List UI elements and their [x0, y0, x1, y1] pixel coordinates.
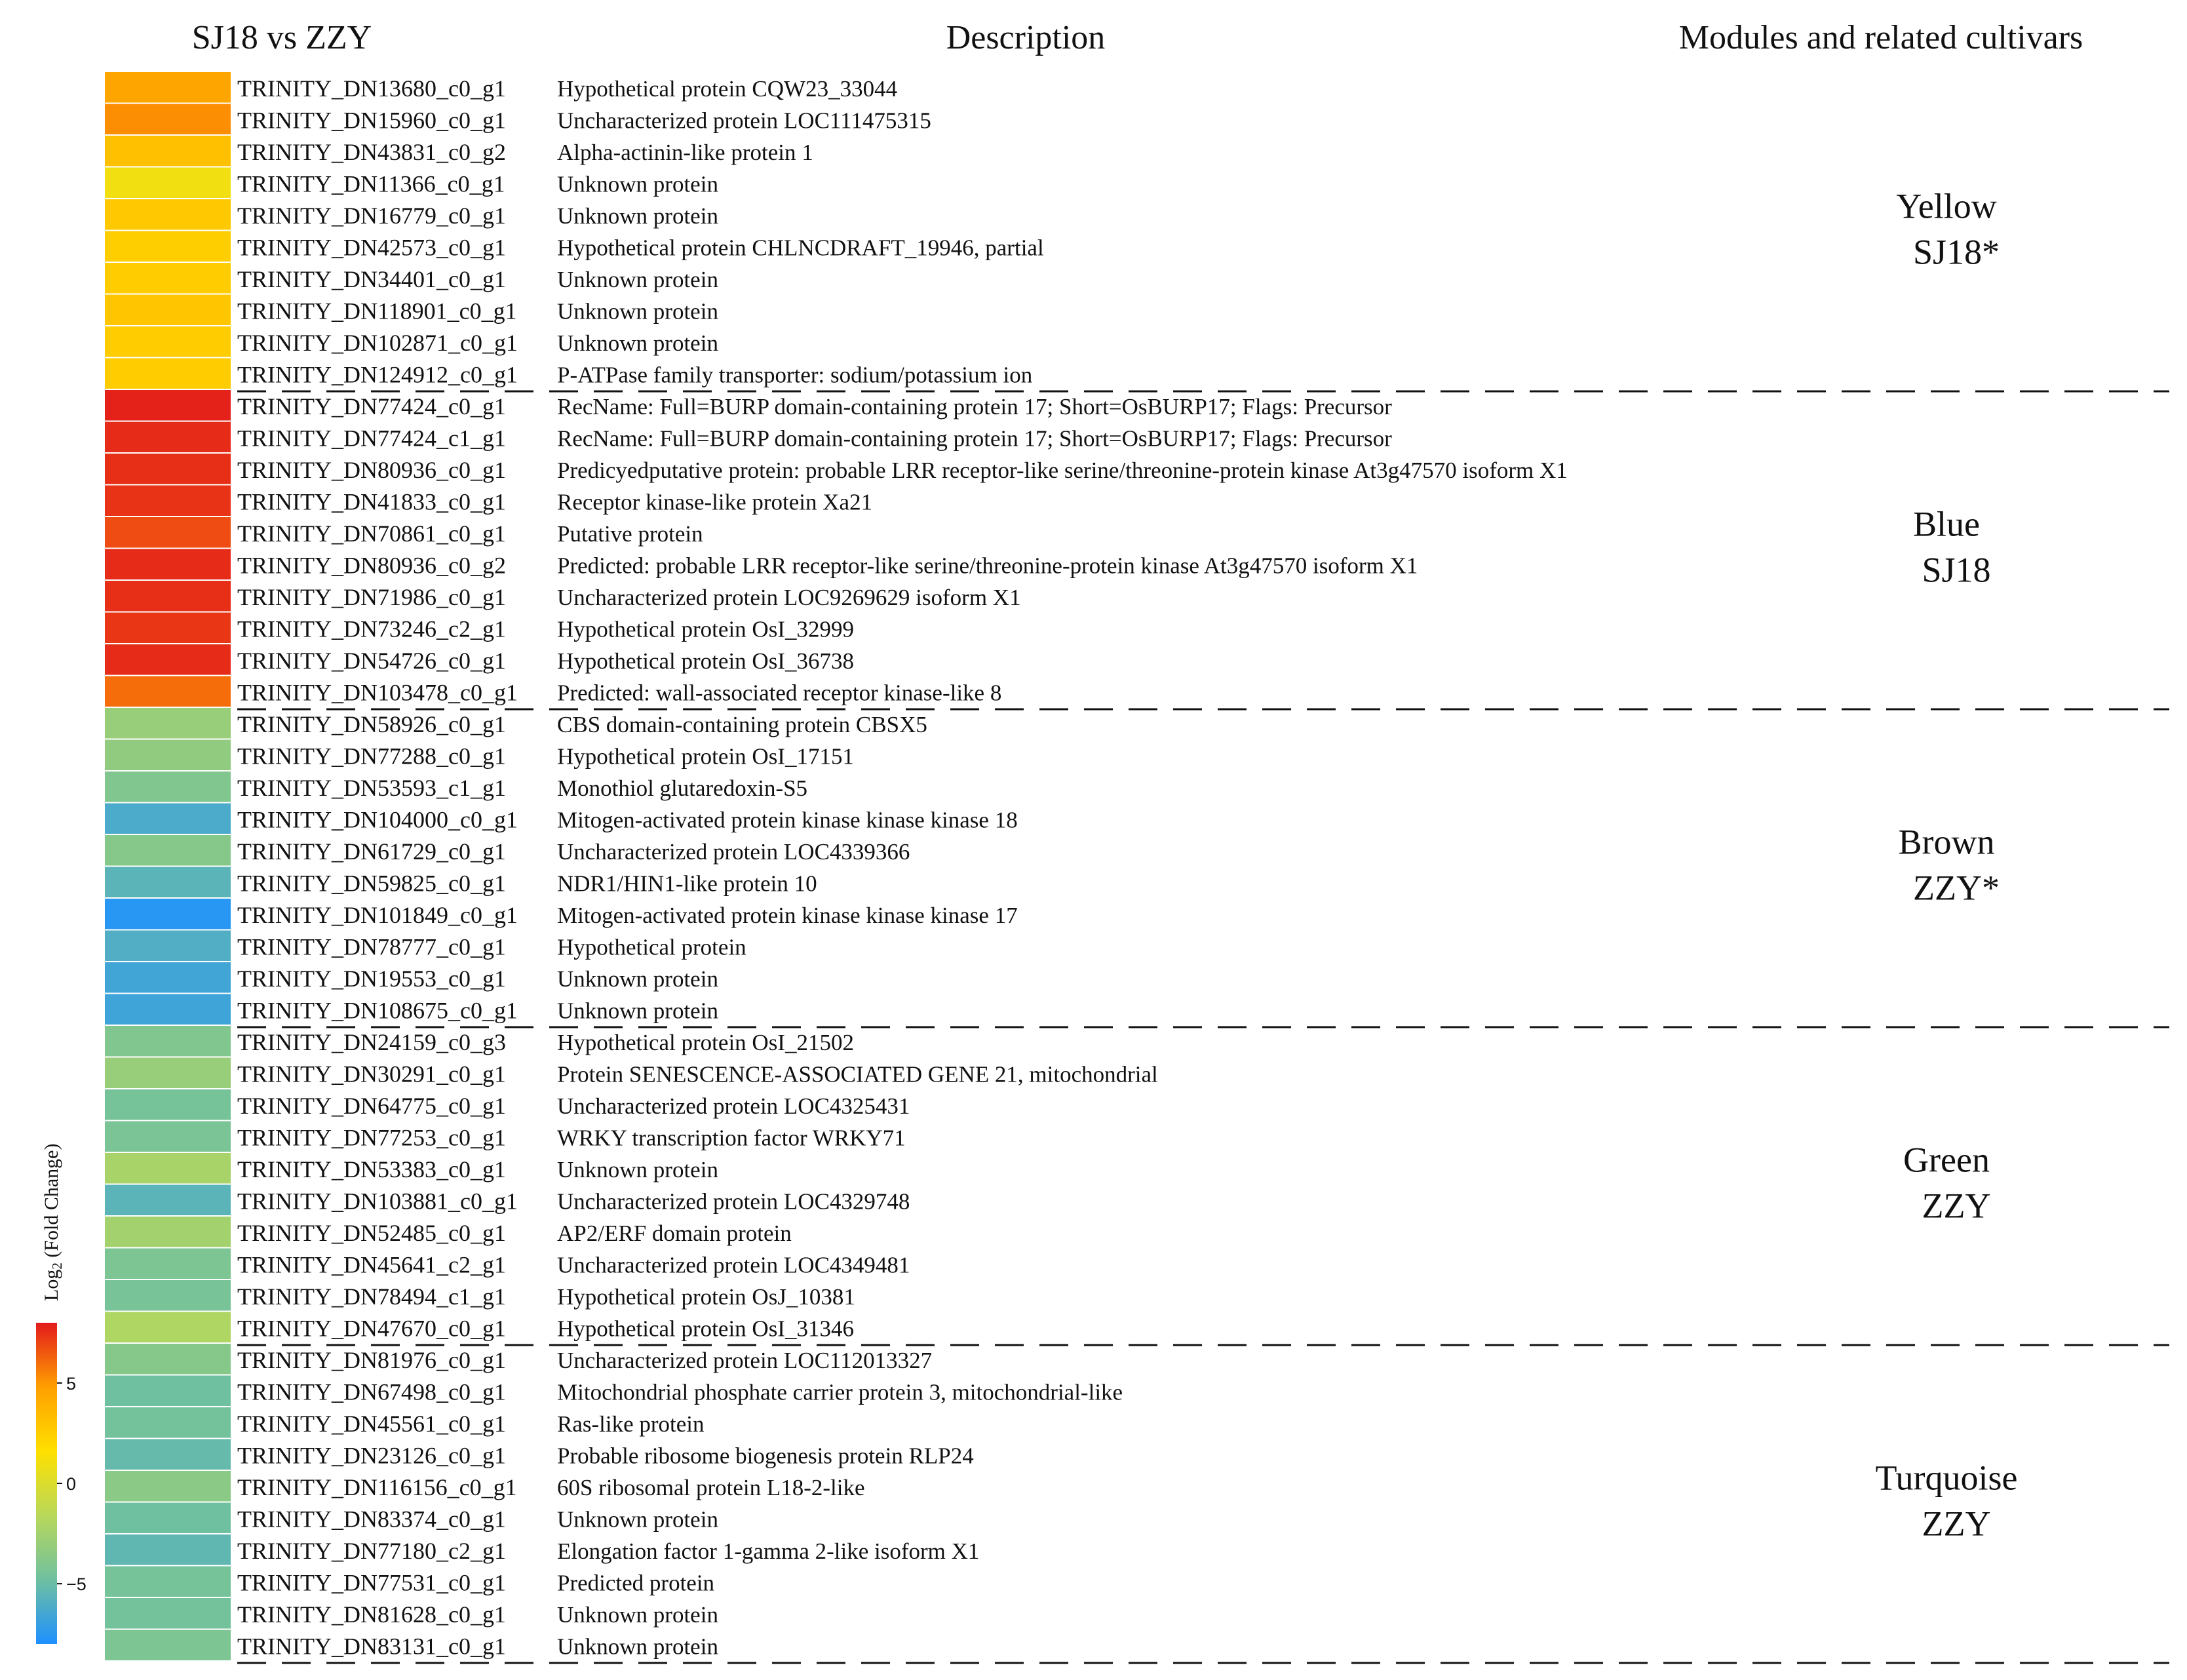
module-cultivar: ZZY	[1922, 1186, 1991, 1226]
gene-label: TRINITY_DN13680_c0_g1	[237, 75, 506, 102]
gene-label: TRINITY_DN77424_c1_g1	[237, 425, 506, 452]
heatmap-cell	[105, 1089, 231, 1120]
gene-label: TRINITY_DN108675_c0_g1	[237, 997, 518, 1024]
description-label: P-ATPase family transporter: sodium/potassium ion	[557, 362, 1033, 388]
heatmap-cell	[105, 549, 231, 580]
gene-labels	[237, 75, 518, 1660]
colorbar	[36, 1144, 87, 1644]
heatmap-cell	[105, 962, 231, 993]
gene-label: TRINITY_DN101849_c0_g1	[237, 902, 518, 928]
gene-label: TRINITY_DN45641_c2_g1	[237, 1251, 506, 1278]
gene-label: TRINITY_DN77180_c2_g1	[237, 1538, 506, 1564]
heatmap-cell	[105, 486, 231, 517]
gene-label: TRINITY_DN43831_c0_g2	[237, 139, 506, 165]
gene-label: TRINITY_DN23126_c0_g1	[237, 1442, 506, 1469]
heatmap-cell	[105, 644, 231, 675]
description-label: Unknown protein	[557, 1602, 718, 1628]
description-label: NDR1/HIN1-like protein 10	[557, 870, 817, 897]
description-label: WRKY transcription factor WRKY71	[557, 1125, 906, 1151]
colorbar-gradient	[36, 1323, 57, 1644]
description-label: Mitogen-activated protein kinase kinase kinase 18	[557, 807, 1018, 833]
heatmap-cell	[105, 1217, 231, 1247]
description-label: Hypothetical protein OsI_31346	[557, 1316, 854, 1342]
gene-label: TRINITY_DN61729_c0_g1	[237, 838, 506, 865]
gene-label: TRINITY_DN64775_c0_g1	[237, 1093, 506, 1119]
description-label: Unknown protein	[557, 298, 718, 324]
gene-label: TRINITY_DN81628_c0_g1	[237, 1601, 506, 1628]
heatmap-cell	[105, 613, 231, 644]
gene-label: TRINITY_DN77253_c0_g1	[237, 1124, 506, 1151]
gene-label: TRINITY_DN45561_c0_g1	[237, 1411, 506, 1437]
heatmap-cell	[105, 263, 231, 294]
description-label: Uncharacterized protein LOC9269629 isoform X1	[557, 585, 1021, 610]
heatmap-cell	[105, 1567, 231, 1597]
description-label: RecName: Full=BURP domain-containing protein 17; Short=OsBURP17; Flags: Precursor	[557, 425, 1392, 452]
gene-label: TRINITY_DN78494_c1_g1	[237, 1283, 506, 1310]
description-label: Hypothetical protein	[557, 934, 746, 960]
gene-label: TRINITY_DN78777_c0_g1	[237, 933, 506, 960]
heatmap-cell	[105, 772, 231, 802]
heatmap-cell	[105, 1376, 231, 1407]
heatmap-cell	[105, 708, 231, 739]
heatmap-cell	[105, 326, 231, 357]
gene-label: TRINITY_DN70861_c0_g1	[237, 520, 506, 547]
description-label: Uncharacterized protein LOC4339366	[557, 839, 910, 865]
colorbar-ticks	[57, 1374, 87, 1594]
gene-label: TRINITY_DN116156_c0_g1	[237, 1474, 517, 1500]
gene-label: TRINITY_DN118901_c0_g1	[237, 298, 517, 324]
description-label: Receptor kinase-like protein Xa21	[557, 489, 873, 515]
modules-header: Modules and related cultivars	[1678, 19, 2083, 56]
gene-label: TRINITY_DN81976_c0_g1	[237, 1347, 506, 1373]
heatmap-cell	[105, 72, 231, 103]
heatmap-cell	[105, 740, 231, 771]
gene-label: TRINITY_DN53383_c0_g1	[237, 1156, 506, 1182]
colorbar-tick-label: 0	[66, 1474, 77, 1494]
gene-label: TRINITY_DN30291_c0_g1	[237, 1061, 506, 1087]
gene-label: TRINITY_DN11366_c0_g1	[237, 170, 505, 197]
heatmap-cell	[105, 359, 231, 389]
gene-label: TRINITY_DN16779_c0_g1	[237, 203, 506, 229]
heatmap-cell	[105, 1344, 231, 1375]
gene-label: TRINITY_DN47670_c0_g1	[237, 1315, 506, 1342]
description-label: Unknown protein	[557, 1506, 718, 1533]
description-label: Hypothetical protein CQW23_33044	[557, 76, 898, 102]
description-label: Unknown protein	[557, 171, 718, 197]
heatmap-cell	[105, 1439, 231, 1470]
description-label: Uncharacterized protein LOC112013327	[557, 1348, 933, 1373]
heatmap-cell	[105, 899, 231, 929]
description-label: Hypothetical protein OsJ_10381	[557, 1284, 855, 1310]
heatmap-cell	[105, 1122, 231, 1152]
module-cultivar: ZZY*	[1913, 868, 2000, 908]
heatmap-cell	[105, 1058, 231, 1089]
gene-label: TRINITY_DN58926_c0_g1	[237, 711, 506, 737]
gene-label: TRINITY_DN52485_c0_g1	[237, 1220, 506, 1246]
description-label: Unknown protein	[557, 998, 718, 1024]
gene-label: TRINITY_DN19553_c0_g1	[237, 966, 506, 992]
gene-label: TRINITY_DN77531_c0_g1	[237, 1569, 506, 1596]
heatmap-cell	[105, 1471, 231, 1502]
gene-label: TRINITY_DN34401_c0_g1	[237, 266, 506, 292]
heatmap-cell	[105, 676, 231, 707]
gene-label: TRINITY_DN73246_c2_g1	[237, 615, 506, 642]
description-label: Mitochondrial phosphate carrier protein 3, mitochondrial-like	[557, 1379, 1123, 1405]
module-cultivar: SJ18*	[1912, 232, 2000, 272]
gene-label: TRINITY_DN80936_c0_g2	[237, 552, 506, 579]
colorbar-label: Log$_2$ (Fold Change)	[41, 1143, 65, 1301]
gene-label: TRINITY_DN124912_c0_g1	[237, 361, 518, 388]
description-label: Hypothetical protein OsI_32999	[557, 616, 854, 642]
description-label: Monothiol glutaredoxin-S5	[557, 775, 808, 801]
description-label: Mitogen-activated protein kinase kinase kinase 17	[557, 903, 1018, 928]
heatmap-cell	[105, 295, 231, 326]
description-label: Ras-like protein	[557, 1411, 705, 1437]
description-label: Hypothetical protein OsI_17151	[557, 743, 854, 770]
module-name: Green	[1903, 1140, 1990, 1180]
description-label: Predicted: wall-associated receptor kinase-like 8	[557, 680, 1002, 706]
column-title: SJ18 vs ZZY	[191, 19, 372, 56]
description-labels	[557, 76, 1568, 1660]
module-cultivar: ZZY	[1922, 1504, 1991, 1544]
heatmap-cell	[105, 994, 231, 1025]
description-label: Unknown protein	[557, 1157, 718, 1182]
gene-label: TRINITY_DN15960_c0_g1	[237, 107, 506, 134]
description-label: Probable ribosome biogenesis protein RLP24	[557, 1443, 974, 1469]
heatmap-cell	[105, 454, 231, 484]
module-name: Turquoise	[1875, 1458, 2018, 1498]
heatmap-cell	[105, 1598, 231, 1629]
heatmap-cell	[105, 867, 231, 898]
gene-label: TRINITY_DN103881_c0_g1	[237, 1188, 518, 1215]
module-name: Yellow	[1896, 186, 1997, 226]
gene-label: TRINITY_DN80936_c0_g1	[237, 457, 506, 483]
heatmap-cell	[105, 104, 231, 135]
heatmap-cell	[105, 1280, 231, 1311]
colorbar-tick-label: 5	[66, 1373, 77, 1394]
module-labels	[1875, 187, 2017, 1544]
heatmap-cell	[105, 168, 231, 199]
gene-label: TRINITY_DN71986_c0_g1	[237, 584, 506, 610]
description-label: Hypothetical protein OsI_21502	[557, 1030, 854, 1055]
heatmap-cell	[105, 1630, 231, 1661]
description-label: CBS domain-containing protein CBSX5	[557, 712, 927, 737]
heatmap-cell	[105, 804, 231, 834]
heatmap-cell	[105, 1249, 231, 1280]
heatmap-cell	[105, 1407, 231, 1438]
heatmap-cell	[105, 1153, 231, 1184]
colorbar-tick-label: −5	[66, 1574, 87, 1595]
description-label: Uncharacterized protein LOC4325431	[557, 1093, 910, 1119]
description-label: Uncharacterized protein LOC4329748	[557, 1188, 910, 1215]
heatmap-cell	[105, 1503, 231, 1534]
heatmap-cell	[105, 1534, 231, 1565]
description-label: Unknown protein	[557, 330, 718, 356]
gene-label: TRINITY_DN24159_c0_g3	[237, 1029, 506, 1055]
gene-label: TRINITY_DN42573_c0_g1	[237, 234, 506, 261]
description-label: Predicted: probable LRR receptor-like serine/threonine-protein kinase At3g47570 isoform X1	[557, 553, 1418, 579]
gene-label: TRINITY_DN77424_c0_g1	[237, 393, 506, 420]
description-header: Description	[946, 19, 1106, 56]
gene-label: TRINITY_DN104000_c0_g1	[237, 806, 518, 833]
module-name: Blue	[1913, 504, 1980, 544]
description-label: Unknown protein	[557, 966, 718, 992]
description-label: Unknown protein	[557, 1633, 718, 1660]
gene-label: TRINITY_DN41833_c0_g1	[237, 488, 506, 515]
description-label: Alpha-actinin-like protein 1	[557, 140, 813, 165]
module-name: Brown	[1898, 822, 1995, 862]
heatmap-cell	[105, 231, 231, 262]
gene-label: TRINITY_DN83131_c0_g1	[237, 1633, 506, 1660]
heatmap-cell	[105, 581, 231, 612]
module-cultivar: SJ18	[1922, 550, 1991, 590]
gene-label: TRINITY_DN77288_c0_g1	[237, 743, 506, 770]
heatmap-cell	[105, 835, 231, 866]
description-label: Hypothetical protein OsI_36738	[557, 648, 854, 674]
heatmap-cell	[105, 422, 231, 453]
gene-label: TRINITY_DN54726_c0_g1	[237, 648, 506, 674]
description-label: Uncharacterized protein LOC4349481	[557, 1252, 910, 1278]
gene-label: TRINITY_DN103478_c0_g1	[237, 679, 518, 706]
description-label: Predicted protein	[557, 1570, 715, 1596]
description-label: Hypothetical protein CHLNCDRAFT_19946, partial	[557, 235, 1044, 261]
description-label: Elongation factor 1-gamma 2-like isoform X1	[557, 1538, 980, 1564]
gene-label: TRINITY_DN59825_c0_g1	[237, 870, 506, 897]
gene-label: TRINITY_DN102871_c0_g1	[237, 330, 518, 356]
description-label: Protein SENESCENCE-ASSOCIATED GENE 21, mitochondrial	[557, 1061, 1158, 1087]
description-label: Uncharacterized protein LOC111475315	[557, 107, 931, 134]
gene-label: TRINITY_DN83374_c0_g1	[237, 1506, 506, 1533]
heatmap-cell	[105, 1185, 231, 1216]
description-label: 60S ribosomal protein L18-2-like	[557, 1475, 865, 1500]
heatmap-cell	[105, 517, 231, 548]
description-label: AP2/ERF domain protein	[557, 1221, 792, 1246]
description-label: Unknown protein	[557, 203, 718, 229]
heatmap-cell	[105, 136, 231, 166]
gene-label: TRINITY_DN67498_c0_g1	[237, 1378, 506, 1405]
heatmap-cell	[105, 1312, 231, 1343]
heatmap-cell	[105, 390, 231, 421]
description-label: Predicyedputative protein: probable LRR receptor-like serine/threonine-protein kinase At3g47570 isoform X1	[557, 458, 1568, 483]
description-label: Putative protein	[557, 521, 703, 547]
heatmap-cell	[105, 1026, 231, 1057]
heatmap-cell	[105, 199, 231, 230]
description-label: Unknown protein	[557, 267, 718, 292]
gene-label: TRINITY_DN53593_c1_g1	[237, 775, 506, 801]
description-label: RecName: Full=BURP domain-containing protein 17; Short=OsBURP17; Flags: Precursor	[557, 394, 1392, 420]
heatmap-cells	[105, 72, 231, 1660]
heatmap-cell	[105, 931, 231, 962]
